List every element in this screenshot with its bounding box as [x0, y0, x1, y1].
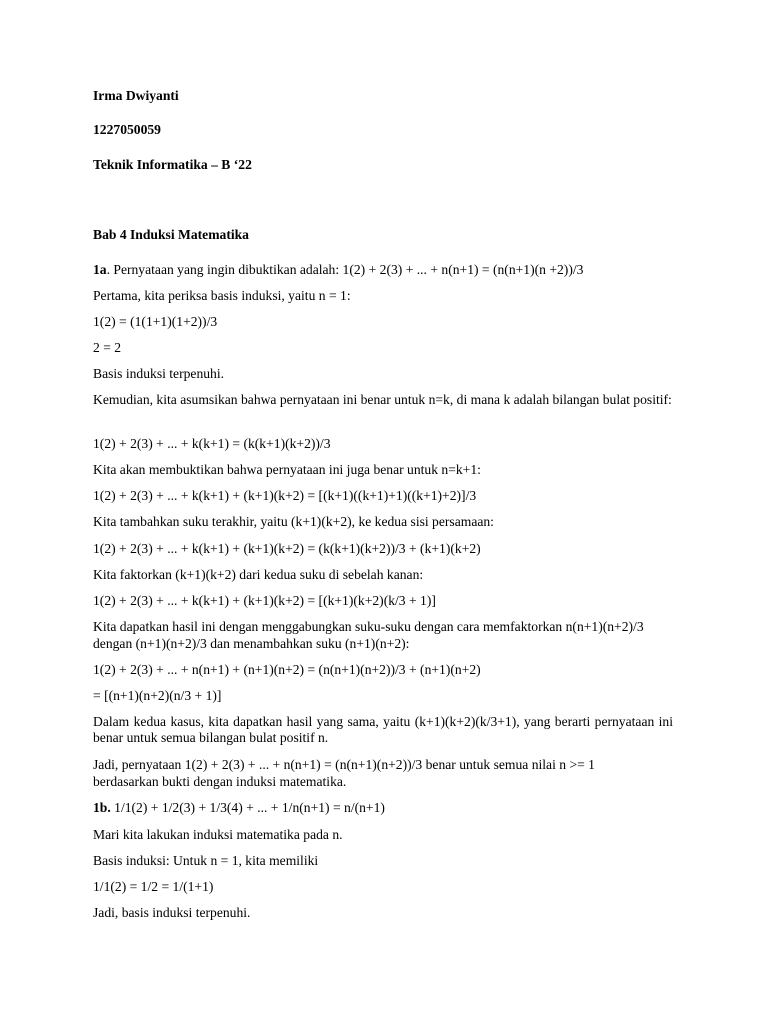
problem-1b-statement	[93, 800, 385, 816]
student-id: 1227050059	[93, 122, 161, 137]
equation: 2 = 2	[93, 340, 122, 355]
paragraph: Dalam kedua kasus, kita dapatkan hasil yang sama, yaitu (k+1)(k+2)(k/3+1), yang berarti pernyataan ini benar untuk semua bilangan bulat positif n.	[93, 714, 673, 745]
paragraph-line: Kita dapatkan hasil ini dengan menggabungkan suku-suku dengan cara memfaktorkan n(n+1)(n+2)/3	[93, 619, 644, 634]
equation: 1(2) + 2(3) + ... + n(n+1) + (n+1)(n+2) = (n(n+1)(n+2))/3 + (n+1)(n+2)	[93, 662, 481, 677]
equation: 1(2) + 2(3) + ... + k(k+1) + (k+1)(k+2) = [(k+1)(k+2)(k/3 + 1)]	[93, 593, 436, 608]
author-name: Irma Dwiyanti	[93, 88, 179, 103]
paragraph: Jadi, basis induksi terpenuhi.	[93, 905, 251, 920]
paragraph-line: berdasarkan bukti dengan induksi matematika.	[93, 774, 347, 789]
problem-1b-text: 1/1(2) + 1/2(3) + 1/3(4) + ... + 1/n(n+1) = n/(n+1)	[110, 800, 385, 815]
paragraph-line: dengan (n+1)(n+2)/3 dan menambahkan suku (n+1)(n+2):	[93, 636, 410, 651]
problem-1a-statement	[93, 262, 583, 278]
equation: 1(2) = (1(1+1)(1+2))/3	[93, 314, 218, 329]
problem-1a-text: . Pernyataan yang ingin dibuktikan adalah: 1(2) + 2(3) + ... + n(n+1) = (n(n+1)(n +2))/3	[106, 262, 584, 277]
equation: 1(2) + 2(3) + ... + k(k+1) + (k+1)(k+2) = [(k+1)((k+1)+1)((k+1)+2)]/3	[93, 488, 477, 503]
paragraph-line: Jadi, pernyataan 1(2) + 2(3) + ... + n(n+1) = (n(n+1)(n+2))/3 benar untuk semua nilai n >= 1	[93, 757, 595, 772]
paragraph: Kita tambahkan suku terakhir, yaitu (k+1)(k+2), ke kedua sisi persamaan:	[93, 514, 494, 529]
paragraph: Mari kita lakukan induksi matematika pada n.	[93, 827, 343, 842]
problem-1b-label: 1b.	[93, 800, 111, 815]
paragraph: Pertama, kita periksa basis induksi, yaitu n = 1:	[93, 288, 351, 303]
equation: = [(n+1)(n+2)(n/3 + 1)]	[93, 688, 222, 703]
chapter-title: Bab 4 Induksi Matematika	[93, 227, 249, 242]
equation: 1/1(2) = 1/2 = 1/(1+1)	[93, 879, 214, 894]
class-info: Teknik Informatika – B ‘22	[93, 157, 252, 172]
paragraph: Kemudian, kita asumsikan bahwa pernyataan ini benar untuk n=k, di mana k adalah bilangan bulat positif:	[93, 392, 672, 407]
paragraph: Kita faktorkan (k+1)(k+2) dari kedua suku di sebelah kanan:	[93, 567, 424, 582]
paragraph: Kita akan membuktikan bahwa pernyataan ini juga benar untuk n=k+1:	[93, 462, 481, 477]
paragraph: Basis induksi: Untuk n = 1, kita memiliki	[93, 853, 319, 868]
paragraph: Basis induksi terpenuhi.	[93, 366, 225, 381]
equation: 1(2) + 2(3) + ... + k(k+1) = (k(k+1)(k+2))/3	[93, 436, 331, 451]
problem-1a-label: 1a	[93, 262, 107, 277]
equation: 1(2) + 2(3) + ... + k(k+1) + (k+1)(k+2) = (k(k+1)(k+2))/3 + (k+1)(k+2)	[93, 541, 481, 556]
